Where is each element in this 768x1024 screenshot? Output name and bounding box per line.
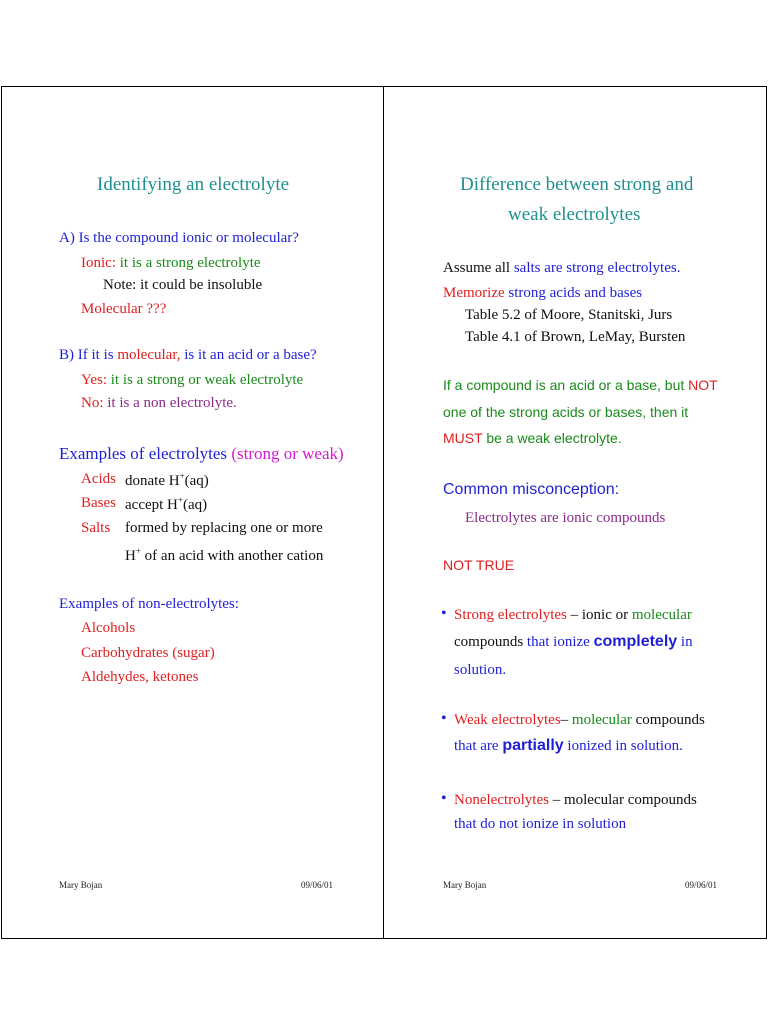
bullet-icon: •	[441, 710, 447, 727]
rule-line-3	[443, 430, 622, 446]
salts-line2-pre: H	[125, 548, 136, 564]
bases-sup: +	[177, 495, 183, 505]
bullet1-line2	[454, 633, 693, 651]
non-item-aldehydes: Aldehydes, ketones	[81, 669, 199, 685]
acids-label: Acids	[81, 471, 116, 487]
question-a-text: Is the compound ionic or molecular?	[78, 230, 299, 246]
ionic-text: it is a strong electrolyte	[119, 255, 261, 271]
bullet1-compounds: compounds	[454, 634, 524, 650]
slide-divider	[383, 86, 384, 939]
assume-salts: salts are strong electrolytes.	[513, 260, 681, 276]
salts-label: Salts	[81, 520, 111, 536]
right-footer-author: Mary Bojan	[443, 880, 487, 890]
right-slide-title-line1: Difference between strong and	[460, 174, 694, 195]
memorize-rest: strong acids and bases	[508, 285, 643, 301]
left-footer-author: Mary Bojan	[59, 880, 103, 890]
molecular-label: Molecular	[81, 301, 143, 317]
right-slide-title-line2: weak electrolytes	[508, 204, 641, 225]
question-b-molecular: molecular,	[117, 347, 181, 363]
examples-heading-paren: (strong or weak)	[231, 444, 344, 463]
bullet3-line1	[454, 792, 697, 809]
rule-not: NOT	[688, 377, 718, 393]
non-electrolytes-heading: Examples of non-electrolytes:	[59, 596, 239, 612]
misconception-text: Electrolytes are ionic compounds	[465, 510, 666, 526]
question-b-label: B)	[59, 347, 74, 363]
bullet2-compounds: compounds	[631, 712, 705, 728]
bullet-icon: •	[441, 605, 447, 622]
right-footer-date: 09/06/01	[685, 880, 718, 890]
bullet1-line3: solution.	[454, 662, 507, 678]
yes-label: Yes:	[81, 372, 107, 388]
bullet3-line2: that do not ionize in solution	[454, 816, 627, 832]
bullet1-dash: – ionic or	[566, 607, 632, 623]
rule-line-1-pre: If a compound is an acid or a base, but	[443, 377, 685, 393]
molecular-text: ???	[146, 301, 167, 317]
acids-sup: +	[179, 471, 185, 481]
note-line: Note: it could be insoluble	[103, 277, 263, 293]
yes-line	[81, 372, 303, 389]
memorize-word: Memorize	[443, 285, 505, 301]
examples-heading-text: Examples of electrolytes	[59, 444, 228, 463]
bullet1-molecular: molecular	[631, 607, 692, 623]
non-item-alcohols: Alcohols	[81, 620, 136, 636]
question-b-suffix: is it an acid or a base?	[184, 347, 317, 363]
bullet2-ionized: ionized in solution.	[567, 738, 683, 754]
table-ref-2: Table 4.1 of Brown, LeMay, Bursten	[465, 329, 686, 345]
rule-must: MUST	[443, 430, 483, 446]
salts-line1: formed by replacing one or more	[125, 520, 323, 536]
no-line	[81, 395, 237, 412]
acids-text	[125, 471, 209, 490]
examples-heading	[59, 444, 344, 464]
rule-line-2: one of the strong acids or bases, then it	[443, 404, 689, 420]
ionic-line	[81, 255, 261, 272]
bullet2-partially: partially	[502, 737, 564, 754]
bases-label: Bases	[81, 495, 116, 511]
bullet2-weak: Weak electrolytes	[454, 712, 561, 728]
rule-line-1	[443, 377, 718, 393]
molecular-line	[81, 301, 166, 318]
not-true: NOT TRUE	[443, 557, 515, 573]
bullet1-strong: Strong electrolytes	[454, 607, 567, 623]
bullet1-ionize: that ionize	[526, 634, 590, 650]
acids-text-main: donate H	[125, 473, 180, 489]
bullet2-line2	[454, 737, 683, 755]
table-ref-1: Table 5.2 of Moore, Stanitski, Jurs	[465, 307, 673, 323]
bullet2-molecular: molecular	[571, 712, 632, 728]
memorize-line	[443, 285, 642, 302]
acids-suffix: (aq)	[184, 473, 209, 489]
question-b	[59, 347, 317, 364]
question-a	[59, 230, 299, 247]
bullet3-rest: – molecular compounds	[548, 792, 697, 808]
question-b-prefix: If it is	[77, 347, 114, 363]
bullet1-in: in	[680, 634, 693, 650]
left-footer-date: 09/06/01	[301, 880, 334, 890]
assume-line	[443, 260, 680, 277]
ionic-label: Ionic:	[81, 255, 116, 271]
bullet-icon: •	[441, 790, 447, 807]
rule-line-3-post: be a weak electrolyte.	[486, 430, 622, 446]
yes-text: it is a strong or weak electrolyte	[110, 372, 304, 388]
salts-line2-sup: +	[135, 546, 141, 556]
assume-pre: Assume all	[443, 260, 511, 276]
bullet2-line1	[454, 712, 705, 729]
bases-text-main: accept H	[125, 497, 178, 513]
misconception-heading: Common misconception:	[443, 481, 620, 498]
salts-line2-post: of an acid with another cation	[140, 548, 324, 564]
no-text: it is a non electrolyte.	[107, 395, 237, 411]
no-label: No:	[81, 395, 104, 411]
bullet2-that-are: that are	[454, 738, 499, 754]
question-a-label: A)	[59, 230, 75, 246]
bases-text	[125, 495, 207, 514]
bullet3-non: Nonelectrolytes	[454, 792, 549, 808]
left-slide-title: Identifying an electrolyte	[97, 174, 290, 195]
non-item-carbohydrates: Carbohydrates (sugar)	[81, 645, 215, 661]
bullet1-line1	[454, 607, 692, 624]
salts-line2	[125, 546, 323, 565]
bullet1-completely: completely	[593, 633, 678, 650]
bases-suffix: (aq)	[182, 497, 208, 513]
bullet2-dash: –	[560, 712, 572, 728]
